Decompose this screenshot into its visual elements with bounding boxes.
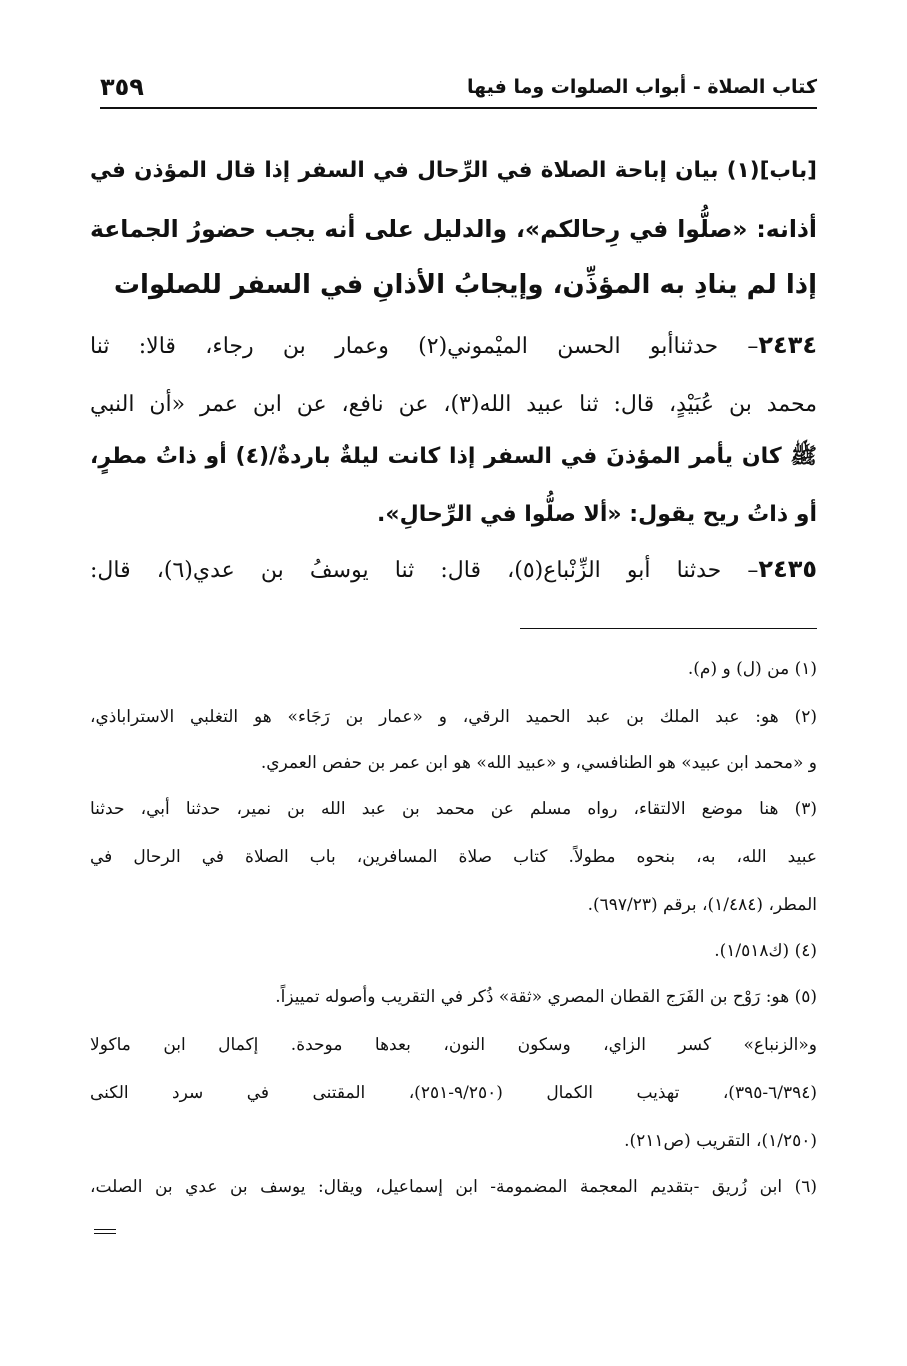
hadith-2434-line <box>90 324 817 366</box>
hadith-text: – حدثنا أبو الزِّنْباع(٥)، قال: ثنا يوسفُ بن عدي(٦)، قال: <box>90 558 759 583</box>
hadith-2434-line: محمد بن عُبَيْدٍ، قال: ثنا عبيد الله(٣)، عن نافع، عن ابن عمر «أن النبي <box>90 392 817 417</box>
footnote-line: عبيد الله، به، بنحوه مطولاً. كتاب صلاة المسافرين، باب الصلاة في الرحال في <box>90 847 817 867</box>
footnote-line: (١/٢٥٠)، التقريب (ص٢١١). <box>624 1131 817 1151</box>
footnote-line: و «محمد ابن عبيد» هو الطنافسي، و «عبيد الله» هو ابن عمر بن حفص العمري. <box>260 753 817 773</box>
footnote-line: (٥) هو: رَوْح بن الفَرَج القطان المصري «ثقة» ذُكر في التقريب وأصوله تمييزاً. <box>275 987 817 1007</box>
header-rule <box>100 107 817 109</box>
hadith-number: ٢٤٣٤ <box>758 331 817 359</box>
chapter-heading-line: [باب](١) بيان إباحة الصلاة في الرِّحال في السفر إذا قال المؤذن في <box>90 158 817 183</box>
footnote-line: (٤) (ك١/٥١٨). <box>714 941 817 961</box>
chapter-heading-line: إذا لم ينادِ به المؤذِّن، وإيجابُ الأذانِ في السفر للصلوات <box>113 270 817 300</box>
hadith-number: ٢٤٣٥ <box>758 555 818 583</box>
footnote-line: (٦) ابن زُريق -بتقديم المعجمة المضمومة- ابن إسماعيل، ويقال: يوسف بن عدي بن الصلت، <box>90 1177 817 1197</box>
running-header-title: كتاب الصلاة - أبواب الصلوات وما فيها <box>466 76 817 98</box>
continuation-mark <box>94 1229 116 1237</box>
page-number: ٣٥٩ <box>100 73 144 101</box>
hadith-text: – حدثناأبو الحسن الميْموني(٢) وعمار بن رجاء، قالا: ثنا <box>90 334 759 359</box>
hadith-2434-line: ﷺ كان يأمر المؤذنَ في السفر إذا كانت ليلةٌ باردةٌ/(٤) أو ذاتُ مطرٍ، <box>90 444 818 469</box>
hadith-2434-line: أو ذاتُ ريح يقول: «ألا صلُّوا في الرِّحالِ». <box>377 502 817 527</box>
chapter-heading-line: أذانه: «صلُّوا في رِحالكم»، والدليل على أنه يجب حضورُ الجماعة <box>90 215 817 243</box>
footnote-line: و«الزنباع» كسر الزاي، وسكون النون، بعدها موحدة. إكمال ابن ماكولا <box>90 1035 817 1055</box>
running-header <box>100 72 817 102</box>
footnote-line: المطر، (١/٤٨٤)، برقم (٦٩٧/٢٣). <box>587 895 817 915</box>
footnote-separator <box>520 628 817 629</box>
footnote-line: (٢) هو: عبد الملك بن عبد الحميد الرقي، و «عمار بن رَجَاء» هو التغلبي الاستراباذي، <box>90 707 817 727</box>
footnote-line: (٦/٣٩٤-٣٩٥)، تهذيب الكمال (٩/٢٥٠-٢٥١)، المقتنى في سرد الكنى <box>90 1083 817 1103</box>
footnote-line: (١) من (ل) و (م). <box>687 659 817 679</box>
footnote-line: (٣) هنا موضع الالتقاء، رواه مسلم عن محمد بن عبد الله بن نمير، حدثنا أبي، حدثنا <box>90 799 817 819</box>
hadith-2435-line <box>90 548 817 590</box>
